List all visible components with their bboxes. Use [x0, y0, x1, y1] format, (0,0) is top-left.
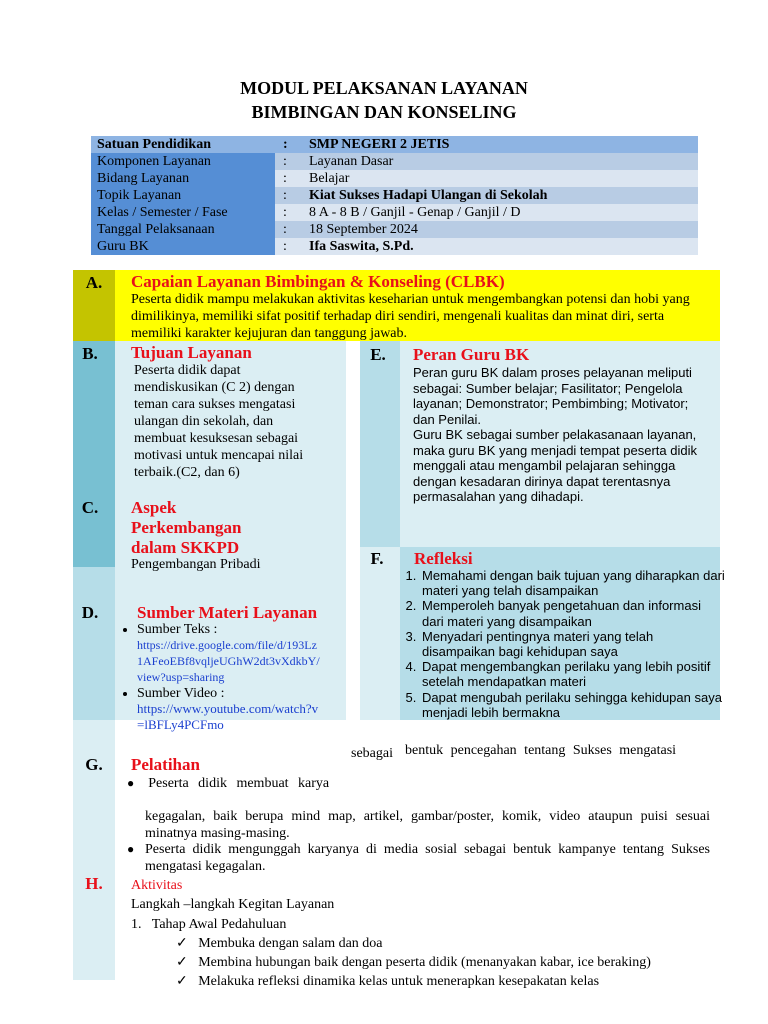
list-item: • Sumber Video : https://www.youtube.com/watch?v =lBFLy4PCFmo: [137, 686, 352, 734]
document-title-line1: MODUL PELAKSANAN LAYANAN: [240, 78, 528, 98]
pelatihan-sebagai: sebagai: [351, 746, 393, 761]
identity-row: Kelas / Semester / Fase : 8 A - 8 B / Ganjil - Genap / Ganjil / D: [91, 204, 698, 221]
list-item: ✓ Membuka dengan salam dan doa: [176, 936, 383, 951]
identity-row: Guru BK : Ifa Saswita, S.Pd.: [91, 238, 698, 255]
drive-link[interactable]: https://drive.google.com/file/d/193Lz 1AFeoEBf8vqljeUGhW2dt3vXdkbY/ view?usp=sharing: [137, 638, 320, 684]
identity-label: Satuan Pendidikan: [97, 137, 211, 152]
section-letter: C.: [81, 498, 99, 517]
section-a-heading: Capaian Layanan Bimbingan & Konseling (CLBK): [131, 272, 505, 291]
identity-value: 8 A - 8 B / Ganjil - Genap / Ganjil / D: [309, 205, 521, 220]
check-icon: ✓: [176, 936, 188, 951]
identity-value: Layanan Dasar: [309, 154, 394, 169]
section-letter: E.: [370, 345, 386, 364]
identity-label: Topik Layanan: [97, 188, 182, 203]
identity-label: Bidang Layanan: [97, 171, 190, 186]
identity-row: Topik Layanan : Kiat Sukses Hadapi Ulangan di Sekolah: [91, 187, 698, 204]
checklist: [176, 934, 651, 991]
identity-value: Kiat Sukses Hadapi Ulangan di Sekolah: [309, 188, 548, 203]
list-item: 1. Memahami dengan baik tujuan yang diharapkan dari materi yang telah disampaikan: [420, 568, 725, 598]
steps-title: Langkah –langkah Kegitan Layanan: [131, 897, 335, 912]
list-item: 3. Menyadari pentingnya materi yang telah disampaikan bagi kehidupan saya: [420, 629, 725, 659]
list-item: ✓ Membina hubungan baik dengan peserta didik (menanyakan kabar, ice beraking): [176, 955, 651, 970]
identity-label: Kelas / Semester / Fase: [97, 205, 228, 220]
identity-value: Belajar: [309, 171, 350, 186]
pelatihan-bullet2: Peserta didik mengunggah karyanya di media sosial sebagai bentuk kampanye tentang Sukses mengatasi kegagalan.: [145, 842, 710, 874]
section-c-body: Pengembangan Pribadi: [131, 557, 261, 572]
section-f-content: [400, 547, 725, 720]
pelatihan-bullet1-start: ● Peserta didik membuat karya: [127, 776, 330, 791]
section-letter: D.: [81, 603, 99, 622]
section-d-list: [121, 622, 352, 734]
section-c-heading: Aspek Perkembangan dalam SKKPD: [131, 498, 242, 557]
section-f-letter-cell: [360, 547, 400, 720]
section-f-heading: Refleksi: [414, 549, 473, 568]
section-letter: G.: [85, 755, 103, 774]
pelatihan-line: bentuk pencegahan tentang Sukses mengatasi: [405, 743, 677, 758]
reflection-list: [402, 568, 725, 720]
identity-row: Tanggal Pelaksanaan : 18 September 2024: [91, 221, 698, 238]
document-title-line2: BIMBINGAN DAN KONSELING: [251, 102, 517, 122]
section-g-letter-cell: [73, 720, 115, 826]
identity-label: Komponen Layanan: [97, 154, 211, 169]
identity-row: Satuan Pendidikan : SMP NEGERI 2 JETIS: [91, 136, 698, 153]
section-e-letter-cell: [360, 341, 400, 547]
section-h-letter-cell: [73, 826, 115, 980]
section-a-content: [115, 270, 720, 341]
left-column-content: [115, 341, 346, 732]
list-item: 4. Dapat mengembangkan perilaku yang lebih positif setelah mendapatkan materi: [420, 659, 725, 689]
section-letter: H.: [85, 874, 103, 893]
identity-value: Ifa Saswita, S.Pd.: [309, 239, 414, 254]
section-a-letter-cell: [73, 270, 115, 341]
identity-label: Guru BK: [97, 239, 149, 254]
section-letter: F.: [370, 549, 384, 568]
youtube-link[interactable]: https://www.youtube.com/watch?v =lBFLy4PCFmo: [137, 701, 319, 732]
section-b-body: Peserta didik dapat mendiskusikan (C 2) dengan teman cara sukses mengatasi ulangan din sekolah, dan membuat kesuksesan sebagai motivasi untuk mencapai nilai terbaik.(C2, dan 6): [134, 363, 304, 480]
list-item: 5. Dapat mengubah perilaku sehingga kehidupan saya menjadi lebih bermakna: [420, 690, 725, 720]
check-icon: ✓: [176, 974, 188, 989]
section-a-body: Peserta didik mampu melakukan aktivitas keseharian untuk mengembangkan potensi dan hobi yang dimilikinya, memiliki sifat positif terhadap diri sendiri, mengenali kualitas dan minat diri, serta memiliki karakter kejujuran dan tanggung jawab.: [131, 292, 690, 341]
identity-value: SMP NEGERI 2 JETIS: [309, 137, 450, 152]
list-item: 2. Memperoleh banyak pengetahuan dan informasi dari materi yang disampaikan: [420, 598, 725, 628]
section-e-heading: Peran Guru BK: [413, 345, 530, 364]
section-d-heading: Sumber Materi Layanan: [137, 603, 318, 622]
section-e-body: Peran guru BK dalam proses pelayanan meliputi sebagai: Sumber belajar; Fasilitator; Pengelola layanan; Demonstrator; Pembimbing; Motivator; dan Penilai. Guru BK sebagai sumber pelakasanaan layanan, maka guru BK yang menjadi tempat peserta didik menggali atau mengambil pelajaran sehingga dengan kesadaran dirinya dapat terentasnya permasalahan yang dihadapi.: [413, 365, 697, 504]
section-e-content: [400, 341, 720, 547]
section-letter: B.: [82, 344, 98, 363]
section-d-letter-cell: [73, 567, 115, 720]
step-1: 1. Tahap Awal Pedahuluan: [131, 917, 287, 932]
section-h-heading: Aktivitas: [131, 878, 183, 893]
section-g-heading: Pelatihan: [131, 755, 200, 774]
list-item: • Sumber Teks : https://drive.google.com/file/d/193Lz 1AFeoEBf8vqljeUGhW2dt3vXdkbY/ view?usp=sharing: [137, 622, 352, 686]
identity-value: 18 September 2024: [309, 222, 418, 237]
section-bc-letter-cell: [73, 341, 115, 567]
pelatihan-bullet1-rest: kegagalan, baik berupa mind map, artikel, gambar/poster, komik, video ataupun puisi sesuai minatnya masing-masing.: [145, 809, 710, 841]
identity-label: Tanggal Pelaksanaan: [97, 222, 215, 237]
check-icon: ✓: [176, 955, 188, 970]
section-letter: A.: [85, 273, 103, 292]
section-b-heading: Tujuan Layanan: [131, 343, 252, 362]
identity-row: Komponen Layanan : Layanan Dasar: [91, 153, 698, 170]
identity-table: [91, 136, 698, 253]
list-item: ✓ Melakuka refleksi dinamika kelas untuk menerapkan kesepakatan kelas: [176, 974, 600, 989]
identity-row: Bidang Layanan : Belajar: [91, 170, 698, 187]
